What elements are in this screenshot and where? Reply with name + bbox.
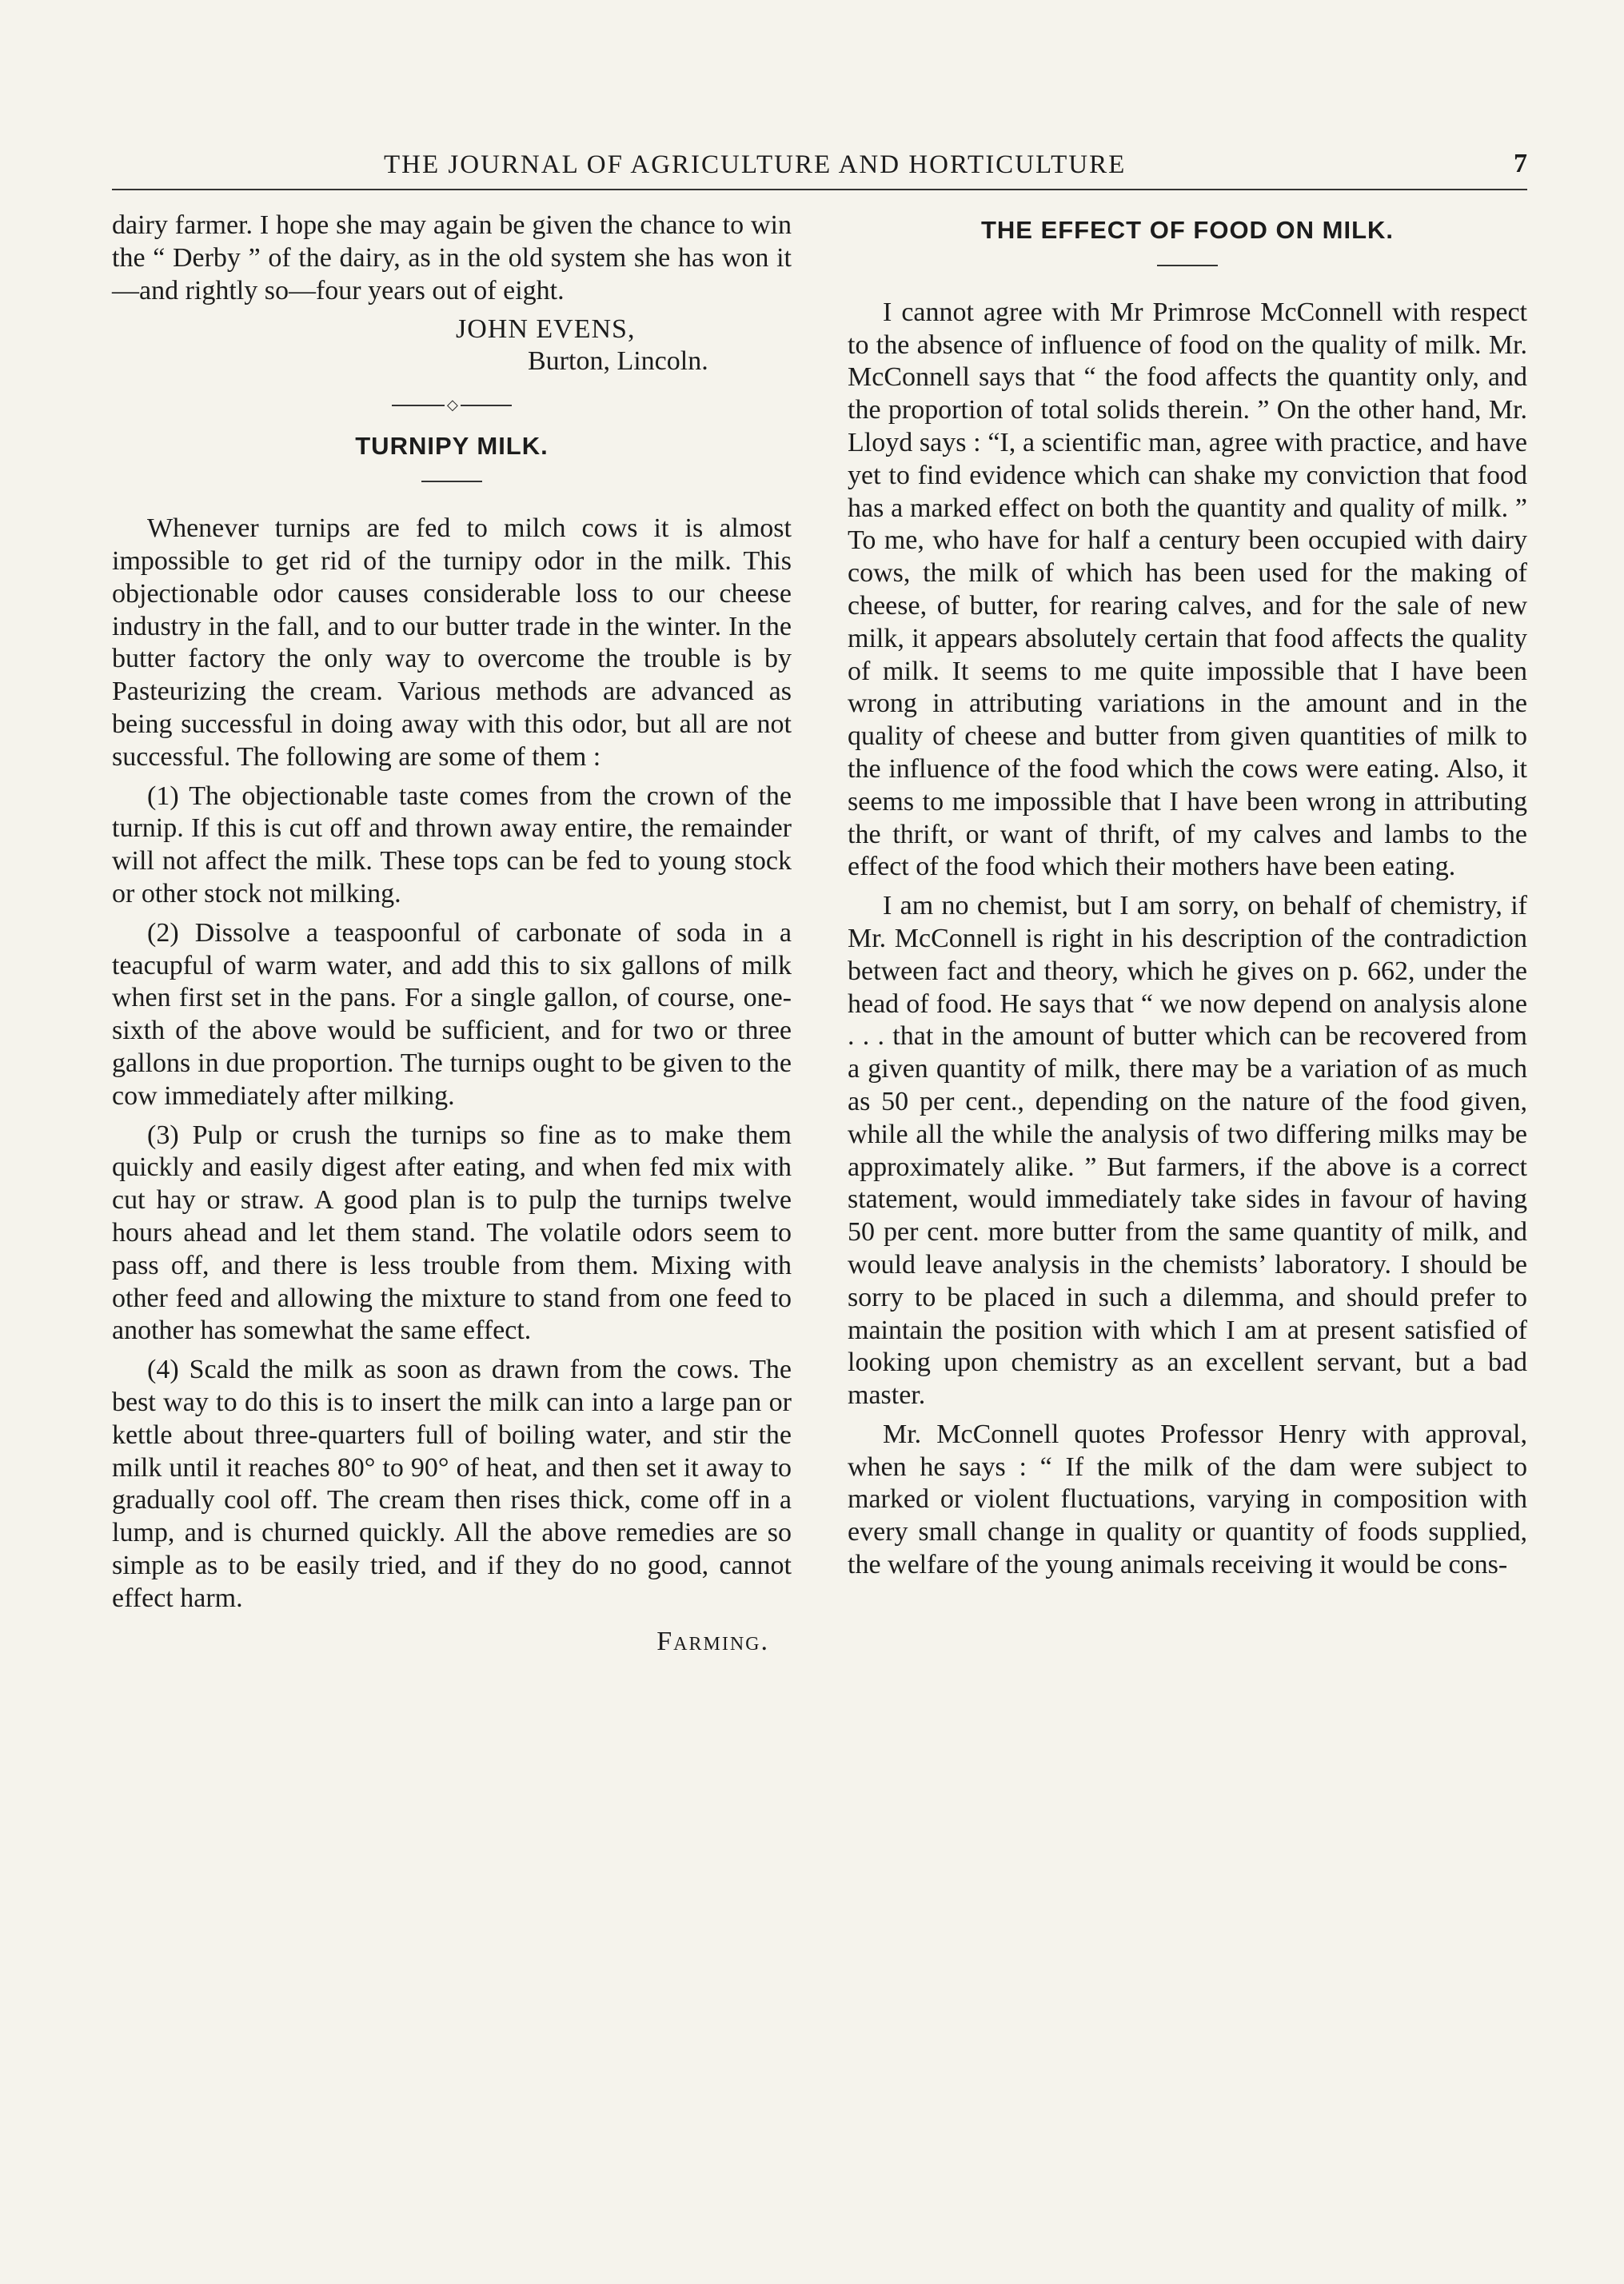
running-header — [112, 144, 1527, 184]
article-source: Farming. — [656, 1627, 769, 1657]
page-number: 7 — [1514, 149, 1527, 178]
ornament-icon: ◇ — [445, 397, 461, 412]
article-paragraph: Whenever turnips are fed to milch cows it is almost impossible to get rid of the turnipy odor in the milk. This objectionable odor causes considerable loss to our cheese industry in the fall, and to our butter trade in the winter. In the butter factory the only way to overcome the trouble is by Pasteurizing the cream. Various methods are advanced as being successful in doing away with this odor, but all are not successful. The following are some of them : — [112, 513, 792, 772]
remedy-paragraph: (4) Scald the milk as soon as drawn from the cows. The best way to do this is to insert the milk can into a large pan or kettle about three-quarters full of boiling water, and stir the milk until it reaches 80° to 90° of heat, and then set it away to gradually cool off. The cream then rises thick, come off in a lump, and is churned quickly. All the above remedies are so simple as to be easily tried, and if they do no good, cannot effect harm. — [112, 1355, 792, 1613]
remedy-paragraph: (3) Pulp or crush the turnips so fine as to make them quickly and easily digest after eating, and when fed mix with cut hay or straw. A good plan is to pulp the turnips twelve hours ahead and let them stand. The volatile odors seem to pass off, and there is less trouble from them. Mixing with other feed and allowing the mixture to stand from one feed to another has somewhat the same effect. — [112, 1120, 792, 1346]
journal-title: THE JOURNAL OF AGRICULTURE AND HORTICULTURE — [384, 150, 1127, 179]
heading-divider — [1157, 265, 1218, 266]
article-heading-turnipy-milk: TURNIPY MILK. — [355, 432, 549, 461]
signature-name: JOHN EVENS, — [456, 314, 636, 345]
article-heading-effect-of-food: THE EFFECT OF FOOD ON MILK. — [980, 216, 1395, 244]
heading-divider — [421, 481, 482, 482]
right-column — [848, 210, 1527, 1588]
letter-signature — [112, 313, 792, 377]
remedy-paragraph: (1) The objectionable taste comes from the crown of the turnip. If this is cut off and thrown away entire, the remainder will not affect the milk. These tops can be fed to young stock or other stock not milking. — [112, 781, 792, 908]
left-column — [112, 210, 792, 1659]
remedy-paragraph: (2) Dissolve a teaspoonful of carbonate of soda in a teacupful of warm water, and add this to six gallons of milk when first set in the pans. For a single gallon, of course, one-sixth of the above would be sufficient, and for two or three gallons in due proportion. The turnips ought to be given to the cow immediately after milking. — [112, 917, 792, 1111]
ornament-divider — [392, 397, 512, 413]
article-paragraph: I am no chemist, but I am sorry, on behalf of chemistry, if Mr. McConnell is right in his description of the contradiction between fact and theory, which he gives on p. 662, under the head of food. He says that “ we now depend on analysis alone . . . that in the amount of butter which can be recovered from a given quantity of milk, there may be a variation of as much as 50 per cent., depending on the nature of the food given, while all the while the analysis of two differing milks may be approximately alike. ” But farmers, if the above is a correct statement, would immediately take sides in favour of having 50 per cent. more butter from the same quantity of milk, and would leave analysis in the chemists’ laboratory. I should be sorry to be placed in such a dilemma, and should prefer to maintain the position with which I am at present satisfied of looking upon chemistry as an excellent servant, but a bad master. — [848, 891, 1527, 1411]
article-paragraph: Mr. McConnell quotes Professor Henry with approval, when he says : “ If the milk of the dam were subject to marked or violent fluctuations, varying in composition with every small change in quality or quantity of foods supplied, the welfare of the young animals receiving it would be cons- — [848, 1419, 1527, 1580]
signature-place: Burton, Lincoln. — [528, 346, 708, 377]
continued-paragraph: dairy farmer. I hope she may again be given the chance to win the “ Derby ” of the dairy, as in the old system she has won it—and rightly so—four years out of eight. — [112, 210, 792, 305]
header-rule — [112, 189, 1527, 190]
article-paragraph: I cannot agree with Mr Primrose McConnell with respect to the absence of influence of food on the quality of milk. Mr. McConnell says that “ the food affects the quantity only, and the proportion of total solids therein. ” On the other hand, Mr. Lloyd says : “I, a scientific man, agree with practice, and have yet to find evidence which can shake my conviction that food has a marked effect on both the quantity and quality of milk. ” To me, who have for half a century been occupied with dairy cows, the milk of which has been used for the making of cheese, of butter, for rearing calves, and for the sale of new milk, it appears absolutely certain that food affects the quality of milk. It seems to me quite impossible that I have been wrong in attributing variations in the amount and in the quality of cheese and butter from given quantities of milk to the influence of the food which the cows were eating. Also, it seems to me impossible that I have been wrong in attributing the thrift, or want of thrift, of my calves and lambs to the effect of the food which their mothers have been eating. — [848, 297, 1527, 882]
